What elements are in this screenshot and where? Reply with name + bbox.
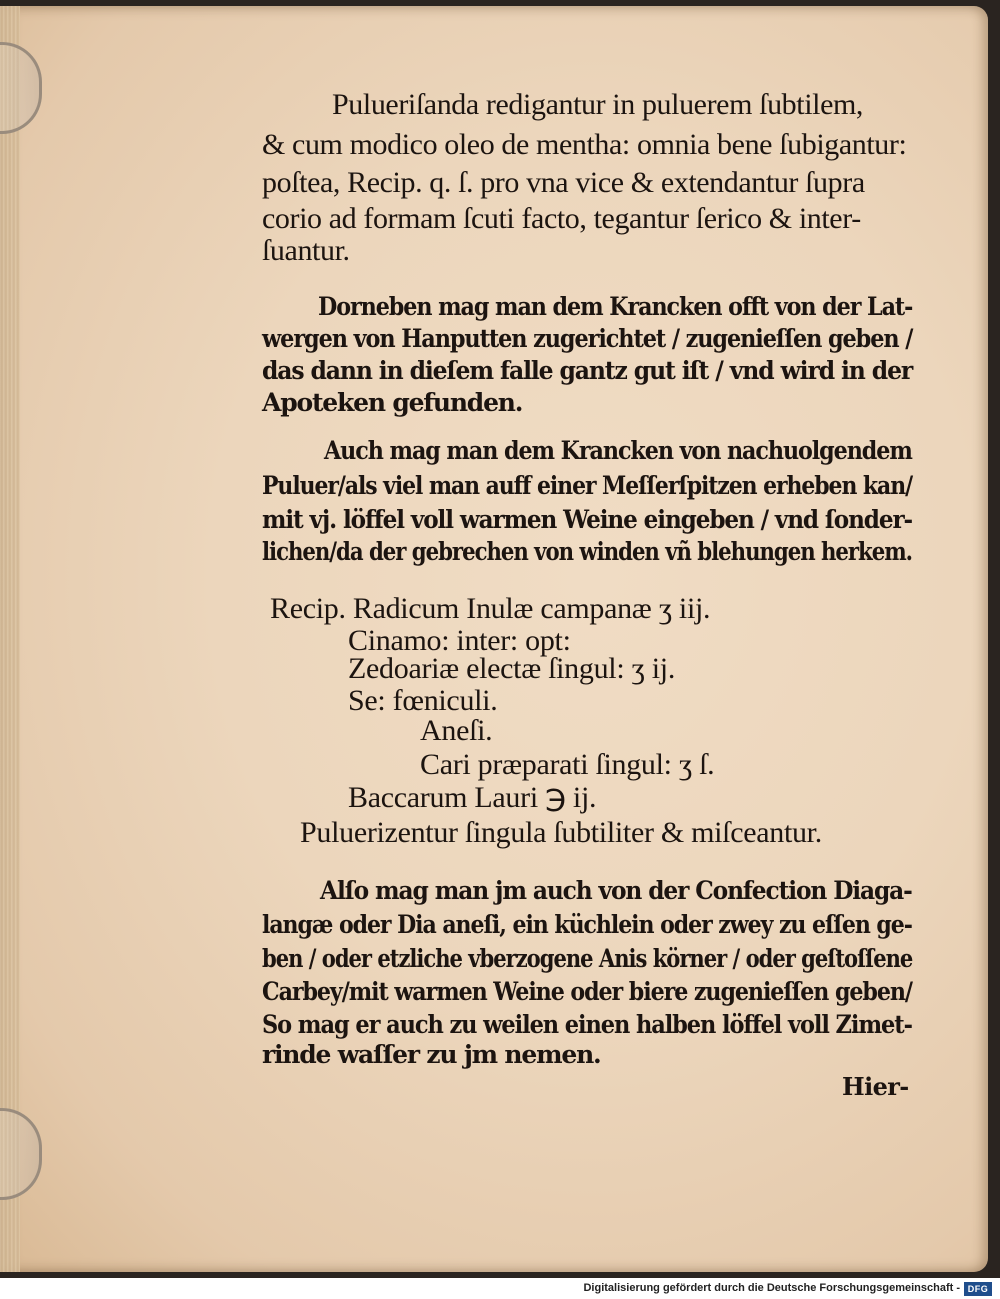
dfg-logo: DFG — [964, 1282, 992, 1296]
german-line: Puluer/als viel man auff einer Meſſerſpitzen erheben kan/ — [262, 471, 913, 500]
recipe-line: Aneſi. — [420, 714, 493, 747]
funding-credit: Digitalisierung gefördert durch die Deutsche Forschungsgemeinschaft - — [583, 1282, 960, 1294]
german-line: rinde waſſer zu jm nemen. — [262, 1040, 601, 1069]
binding-clip-top — [0, 42, 42, 134]
german-line: Alſo mag man jm auch von der Confection Diaga- — [320, 876, 912, 905]
german-line: So mag er auch zu weilen einen halben löffel voll Zimet- — [262, 1010, 912, 1039]
latin-line: ſuantur. — [262, 234, 350, 267]
german-line: Dorneben mag man dem Krancken offt von der Lat- — [318, 292, 913, 321]
german-line: Auch mag man dem Krancken von nachuolgendem — [324, 436, 912, 465]
recipe-line: Se: fœniculi. — [348, 684, 498, 717]
catchword: Hier- — [842, 1072, 909, 1101]
german-line: Apoteken gefunden. — [262, 388, 523, 417]
recipe-line: Baccarum Lauri ℈ ij. — [348, 781, 597, 814]
german-line: wergen von Hanputten zugerichtet / zugenieſſen geben / — [262, 324, 913, 353]
latin-line: poſtea, Recip. q. ſ. pro vna vice & extendantur ſupra — [262, 166, 865, 199]
binding-clip-bottom — [0, 1108, 42, 1200]
latin-line: Pulueriſanda redigantur in puluerem ſubtilem, — [332, 88, 864, 121]
recipe-line: Zedoariæ electæ ſingul: ʒ ij. — [348, 652, 676, 685]
recipe-line: Cari præparati ſingul: ʒ ſ. — [420, 748, 715, 781]
recipe-line: Cinamo: inter: opt: — [348, 624, 571, 657]
german-line: ben / oder etzliche vberzogene Anis körner / oder geſtoſſene — [262, 944, 913, 973]
page-edge-stack — [0, 6, 20, 1272]
recipe-line: Puluerizentur ſingula ſubtiliter & miſceantur. — [300, 816, 822, 849]
german-line: mit vj. löffel voll warmen Weine eingeben / vnd ſonder- — [262, 505, 913, 534]
recipe-line: Recip. Radicum Inulæ campanæ ʒ iij. — [270, 592, 711, 625]
book-page — [0, 6, 988, 1272]
latin-line: corio ad formam ſcuti facto, tegantur ſerico & inter- — [262, 202, 861, 235]
german-line: das dann in dieſem falle gantz gut iſt / vnd wird in der — [262, 356, 913, 385]
footer-credit-bar — [0, 1280, 1000, 1299]
german-line: langæ oder Dia aneſi, ein küchlein oder zwey zu eſſen ge- — [262, 910, 912, 939]
latin-line: & cum modico oleo de mentha: omnia bene ſubigantur: — [262, 128, 907, 161]
german-line: Carbey/mit warmen Weine oder biere zugenieſſen geben/ — [262, 977, 912, 1006]
german-line: lichen/da der gebrechen von winden vñ blehungen herkem. — [262, 537, 913, 566]
